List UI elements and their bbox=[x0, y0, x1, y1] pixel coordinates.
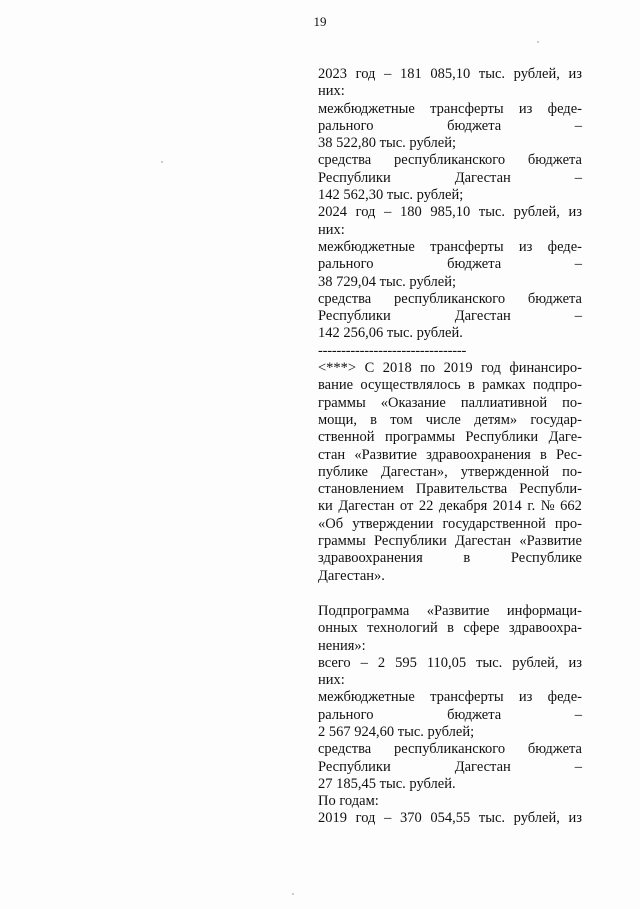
text-line: граммы «Оказание паллиативной по- bbox=[318, 394, 582, 411]
text-line: 38 522,80 тыс. рублей; bbox=[318, 135, 456, 152]
text-line: Республики Дагестан – bbox=[318, 308, 582, 325]
text-line: 142 562,30 тыс. рублей; bbox=[318, 187, 464, 204]
text-line: средства республиканского бюджета bbox=[318, 290, 582, 307]
scan-speck bbox=[161, 161, 163, 163]
text-line: 2024 год – 180 985,10 тыс. рублей, из bbox=[318, 204, 582, 221]
text-line: здравоохранения в Республике bbox=[318, 550, 582, 567]
text-line: средства республиканского бюджета bbox=[318, 741, 582, 758]
text-line: межбюджетные трансферты из феде- bbox=[318, 238, 582, 255]
text-line: них: bbox=[318, 221, 345, 238]
text-line: Дагестан». bbox=[318, 567, 385, 584]
text-line: 27 185,45 тыс. рублей. bbox=[318, 775, 456, 792]
text-line: ки Дагестан от 22 декабря 2014 г. № 662 bbox=[318, 498, 582, 515]
text-column bbox=[318, 66, 582, 828]
text-line: нения»: bbox=[318, 637, 366, 654]
text-line: них: bbox=[318, 83, 345, 100]
scan-speck bbox=[292, 893, 294, 895]
text-line: межбюджетные трансферты из феде- bbox=[318, 100, 582, 117]
text-line: 2 567 924,60 тыс. рублей; bbox=[318, 723, 475, 740]
text-line: рального бюджета – bbox=[318, 117, 582, 134]
text-line: мощи, в том числе детям» государ- bbox=[318, 411, 582, 428]
text-line: стан «Развитие здравоохранения в Рес- bbox=[318, 446, 582, 463]
text-line: 38 729,04 тыс. рублей; bbox=[318, 273, 456, 290]
text-line: рального бюджета – bbox=[318, 706, 582, 723]
text-line: 2019 год – 370 054,55 тыс. рублей, из bbox=[318, 810, 582, 827]
text-line: становлением Правительства Республи- bbox=[318, 481, 582, 498]
text-line: средства республиканского бюджета bbox=[318, 152, 582, 169]
text-line: 2023 год – 181 085,10 тыс. рублей, из bbox=[318, 66, 582, 82]
scan-speck bbox=[537, 41, 539, 43]
text-line: граммы Республики Дагестан «Развитие bbox=[318, 533, 582, 550]
text-line: них: bbox=[318, 672, 345, 689]
footnote-rule: -------------------------------- bbox=[318, 342, 467, 359]
text-line: Республики Дагестан – bbox=[318, 169, 582, 186]
text-line: Республики Дагестан – bbox=[318, 758, 582, 775]
blank-line bbox=[318, 585, 582, 603]
text-line: По годам: bbox=[318, 793, 379, 810]
text-line: вание осуществлялось в рамках подпро- bbox=[318, 377, 582, 394]
text-line: онных технологий в сфере здравоохра- bbox=[318, 620, 582, 637]
text-line: всего – 2 595 110,05 тыс. рублей, из bbox=[318, 654, 582, 671]
text-line: ственной программы Республики Даге- bbox=[318, 429, 582, 446]
text-line: рального бюджета – bbox=[318, 256, 582, 273]
text-line: публике Дагестан», утвержденной по- bbox=[318, 463, 582, 480]
text-line: межбюджетные трансферты из феде- bbox=[318, 689, 582, 706]
page-number: 19 bbox=[313, 14, 327, 29]
text-line: «Об утверждении государственной про- bbox=[318, 515, 582, 532]
text-line: <***> С 2018 по 2019 год финансиро- bbox=[318, 360, 582, 377]
text-line: 142 256,06 тыс. рублей. bbox=[318, 325, 463, 342]
text-line: Подпрограмма «Развитие информаци- bbox=[318, 602, 582, 619]
